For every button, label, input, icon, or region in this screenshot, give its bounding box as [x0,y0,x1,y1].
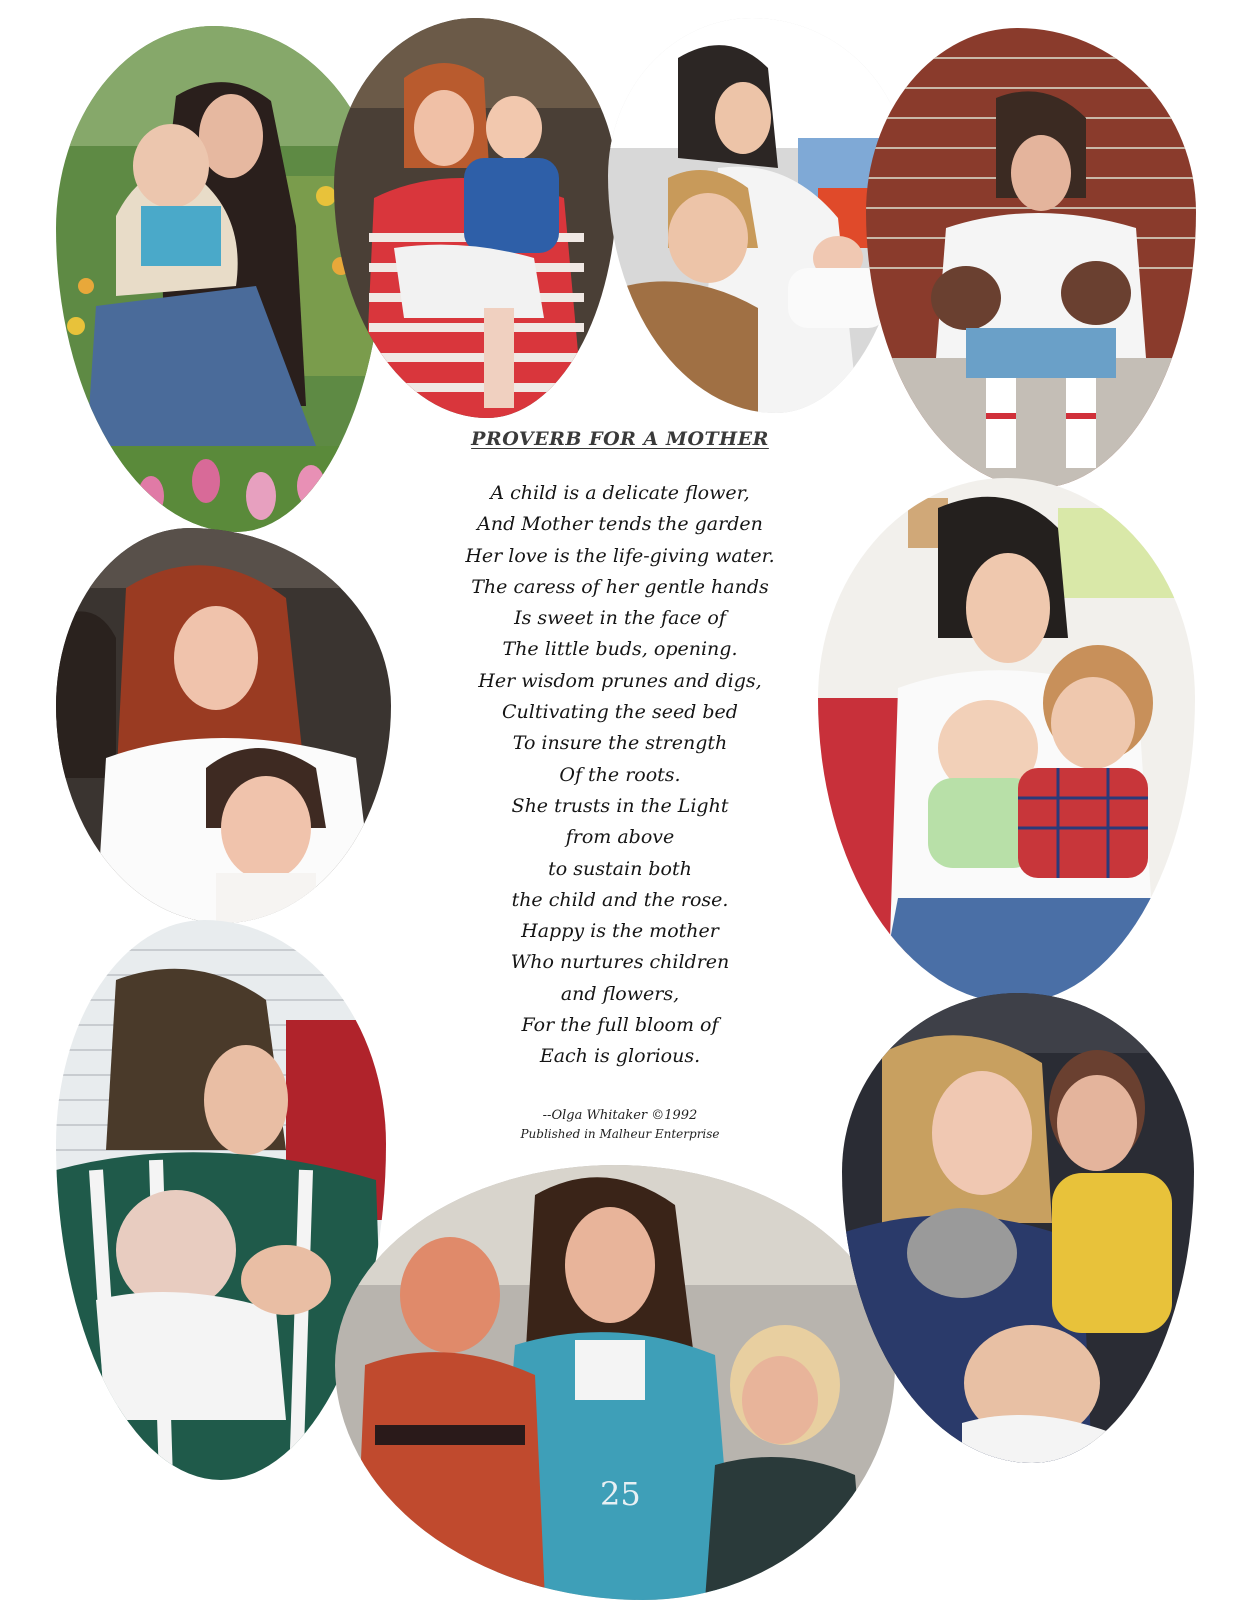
poem-line: Her love is the life-giving water. [465,544,775,567]
photo-woman-two-children-image [335,1165,895,1600]
poem-line: Is sweet in the face of [514,607,726,630]
photo-woman-holding-baby-striped [334,18,617,418]
poem-line: And Mother tends the garden [477,513,763,536]
photo-woman-twins-brick-wall [866,28,1196,488]
photo-red-haired-woman-boy-image [56,528,391,923]
photo-woman-baby-toddler [818,478,1195,1003]
poem-line: the child and the rose. [511,888,729,911]
poem-line: To insure the strength [512,732,728,755]
poem-publication: Published in Malheur Enterprise [520,1127,720,1141]
poem-line: A child is a delicate flower, [490,482,750,504]
photo-woman-toddler-newborn-image [608,18,908,413]
photo-woman-holding-baby-striped-image [334,18,617,418]
poem-line: Each is glorious. [539,1045,701,1068]
poem-line: Her wisdom prunes and digs, [478,669,762,692]
poem-line: The caress of her gentle hands [471,575,769,598]
photo-woman-twins-brick-wall-image [866,28,1196,488]
photo-woman-baby-toddler-image [818,478,1195,1003]
photo-woman-toddler-baby-image [842,993,1194,1463]
poem-line: Who nurtures children [510,951,730,974]
svg-text:25: 25 [600,1475,641,1513]
photo-woman-toddler-baby [842,993,1194,1463]
poem-line: to sustain both [548,857,692,880]
poem-line: Of the roots. [559,763,681,786]
poem-line: The little buds, opening. [502,638,738,661]
photo-woman-two-children [335,1165,895,1600]
poem-line: and flowers, [560,982,680,1005]
poem-author: --Olga Whitaker ©1992 [542,1108,698,1123]
poem-credit [470,1106,770,1143]
poem-line: from above [565,826,675,849]
poem-line: Cultivating the seed bed [502,701,738,724]
poem-line: She trusts in the Light [511,794,729,817]
poem-title: PROVERB FOR A MOTHER [471,428,769,450]
photo-red-haired-woman-boy [56,528,391,923]
poem-line: Happy is the mother [521,920,719,943]
poem-body [395,478,845,1073]
photo-woman-toddler-newborn [608,18,908,413]
poem-line: For the full bloom of [521,1014,719,1037]
